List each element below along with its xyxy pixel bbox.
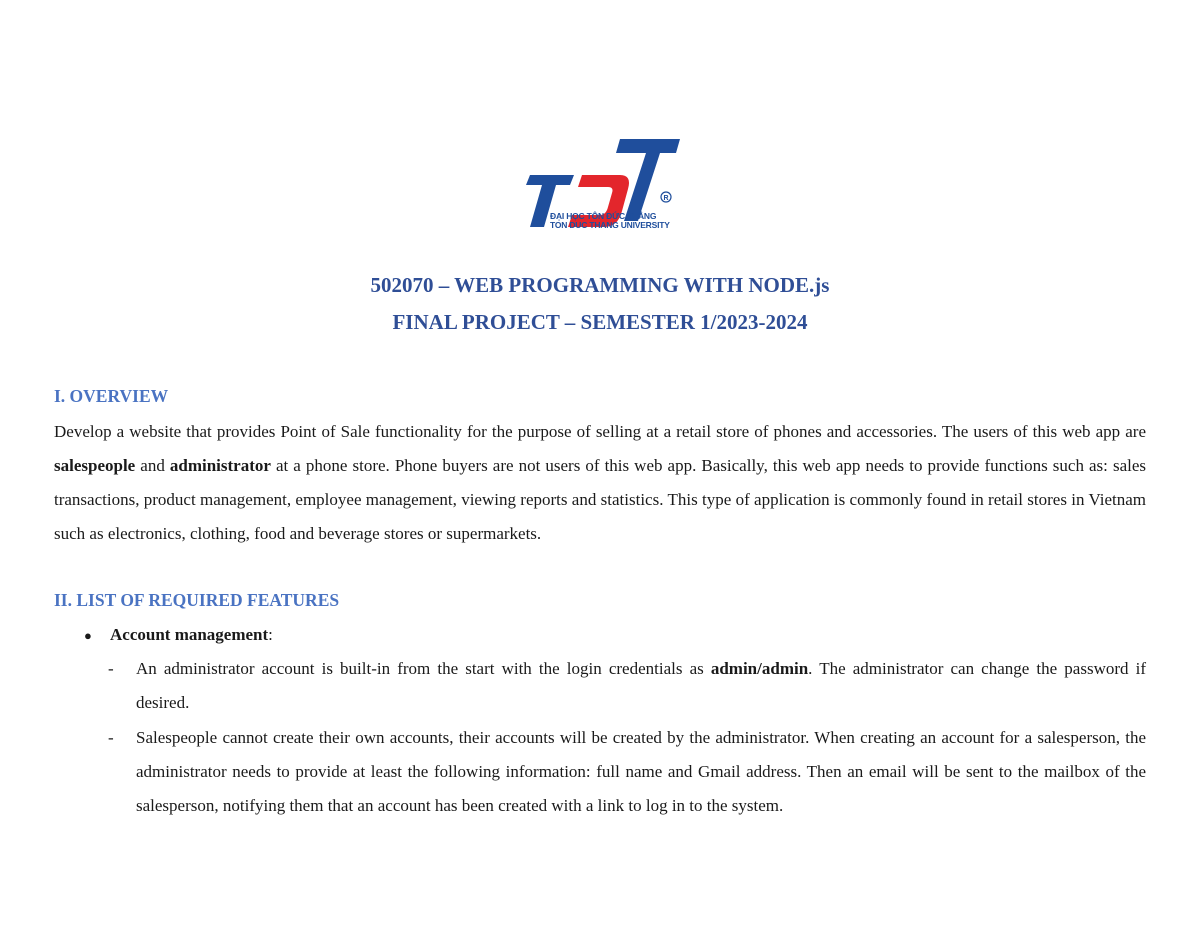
dash-marker: - [108,728,114,747]
features-heading: II. LIST OF REQUIRED FEATURES [54,590,340,610]
item1-text-pre: An administrator account is built-in from the start with the login credentials as [136,659,711,678]
item1-bold-credentials: admin/admin [710,659,809,678]
overview-text-3: at a phone store. Phone buyers are not users of this web app. Basically, this web app needs to provide functions such as: sales transactions, product management, employee management, viewing reports and statistics. This type of application is commonly found in retail stores in Vietnam such as electronics, clothing, food and beverage stores or supermarkets. [54,456,1146,543]
logo-line-vietnamese: ĐẠI HỌC TÔN ĐỨC THẮNG [550,211,657,221]
overview-text-1: Develop a website that provides Point of Sale functionality for the purpose of selling at a retail store of phones and accessories. The users of this web app are [54,422,1146,441]
project-title: FINAL PROJECT – SEMESTER 1/2023-2024 [392,310,808,334]
list-item [108,721,1146,823]
course-title: 502070 – WEB PROGRAMMING WITH NODE.js [370,273,830,297]
svg-text:R: R [663,195,669,202]
list-item-text: Salespeople cannot create their own accounts, their accounts will be created by the administrator. When creating an account for a salesperson, the administrator needs to provide at least the following information: full name and Gmail address. Then an email will be sent to the mailbox of the salesperson, notifying them that an account has been created with a link to log in to the system. [136,728,1146,815]
overview-text-2: and [135,456,170,475]
overview-bold-salespeople: salespeople [54,456,136,475]
bullet-colon: : [268,625,273,644]
university-logo [512,135,692,235]
logo-line-english: TON DUC THANG UNIVERSITY [550,220,670,230]
item1-text-post: . The administrator can change the password if desired. [136,659,1146,712]
bullet-account-management [84,618,273,653]
overview-paragraph [54,415,1146,551]
overview-heading: I. OVERVIEW [54,386,169,406]
list-item-text [136,652,1146,720]
bullet-label: Account management [110,625,269,644]
list-item [108,652,1146,720]
dash-marker: - [108,659,114,678]
bullet-dot-icon: ● [84,628,92,644]
overview-bold-administrator: administrator [169,456,271,475]
